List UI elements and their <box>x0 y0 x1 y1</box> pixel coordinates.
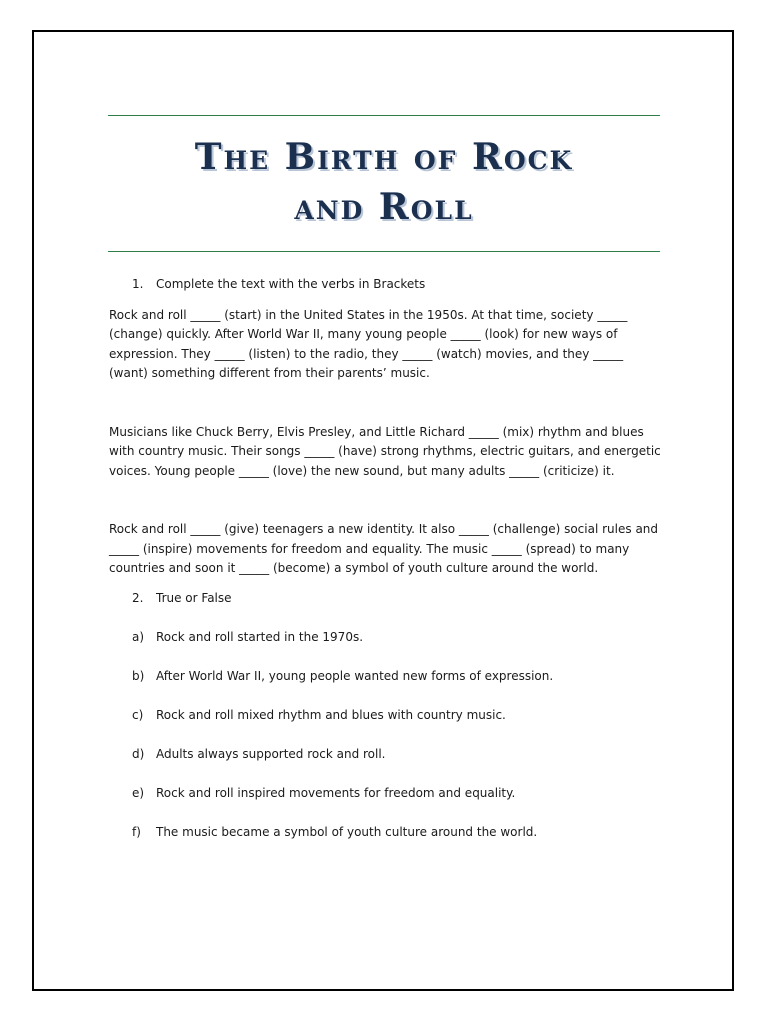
title-line-1: The Birth of Rock <box>194 136 574 178</box>
title-line-2: and Roll <box>294 186 474 228</box>
exercise-1-paragraph: Rock and roll _____ (start) in the United States in the 1950s. At that time, society _____ (change) quickly. After World War II, many young people _____ (look) for new ways of expression. They _____ (listen) to the radio, they _____ (watch) movies, and they _____ (want) something different from their parents’ music. <box>109 307 628 380</box>
true-false-list <box>109 628 665 843</box>
page-title <box>108 132 660 232</box>
exercise-1-paragraph: Musicians like Chuck Berry, Elvis Presley, and Little Richard _____ (mix) rhythm and blues with country music. Their songs _____ (have) strong rhythms, electric guitars, and energetic voices. Young people _____ (love) the new sound, but many adults _____ (criticize) it. <box>109 424 661 478</box>
title-top-rule <box>108 115 660 116</box>
worksheet-content <box>109 275 665 842</box>
item-letter: c) <box>132 707 144 722</box>
item-statement: Rock and roll inspired movements for freedom and equality. <box>156 785 516 800</box>
list-item <box>109 745 665 765</box>
item-letter: b) <box>132 668 145 683</box>
exercise-2-heading <box>109 589 665 609</box>
exercise-1-paragraph: Rock and roll _____ (give) teenagers a new identity. It also _____ (challenge) social rules and _____ (inspire) movements for freedom and equality. The music _____ (spread) to many countries and soon it _____ (become) a symbol of youth culture around the world. <box>109 522 659 575</box>
list-item <box>109 667 665 687</box>
item-statement: Adults always supported rock and roll. <box>156 746 386 761</box>
exercise-2-number: 2. <box>132 590 144 605</box>
item-statement: After World War II, young people wanted new forms of expression. <box>156 668 554 683</box>
exercise-1-number: 1. <box>132 277 144 291</box>
item-letter: a) <box>132 629 145 644</box>
list-item <box>109 706 665 726</box>
item-statement: Rock and roll started in the 1970s. <box>156 629 364 644</box>
list-item <box>109 784 665 804</box>
item-statement: The music became a symbol of youth culture around the world. <box>156 824 538 839</box>
list-item <box>109 628 665 648</box>
exercise-2-instruction: True or False <box>156 590 232 605</box>
exercise-1-heading <box>109 275 665 295</box>
list-item <box>109 823 665 843</box>
item-letter: e) <box>132 785 145 800</box>
item-letter: f) <box>132 824 141 839</box>
item-letter: d) <box>132 746 145 761</box>
item-statement: Rock and roll mixed rhythm and blues with country music. <box>156 707 506 722</box>
exercise-1-instruction: Complete the text with the verbs in Brackets <box>156 277 426 291</box>
title-bottom-rule <box>108 251 660 252</box>
